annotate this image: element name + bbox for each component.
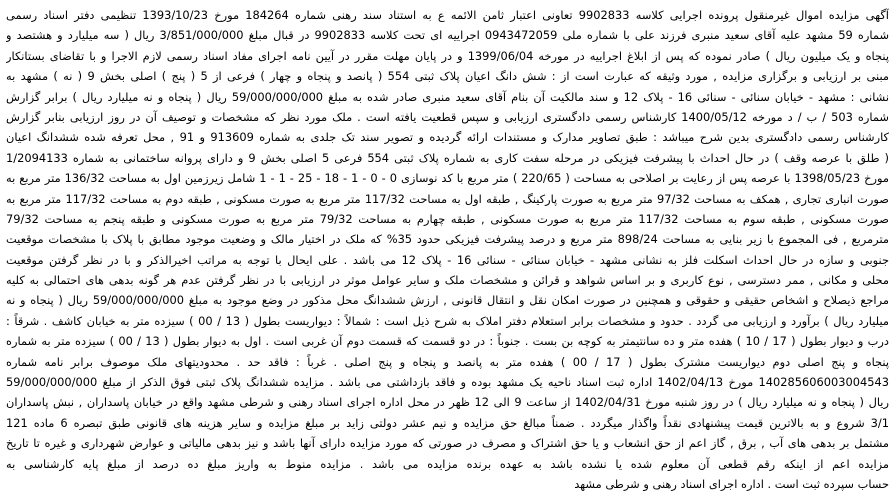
notice-line: پنجاه و یک میلیون ریال ) صادر نموده که پس از ابلاغ اجراییه در مورخه 1399/06/04 و در پایان مهلت مقرر در آیین نامه اجرای مفاد اسناد رسمی لازم الاجرا و با تقاضای بستانکار (6, 48, 889, 63)
notice-line: مبنی بر ارزیابی و برگزاری مزایده , مورد وثیقه که عبارت است از : شش دانگ اعیان پلاک ثبتی 554 ( پانصد و پنجاه و چهار ) فرعی از 5 ( پنج ) اصلی بخش 9 ( نه ) مشهد به (6, 69, 889, 84)
notice-line: ریال ( پنجاه و نه میلیارد ریال ) در روز شنبه مورخ 1402/04/31 از ساعت 9 الی 12 ظهر در محل اداره اجرای اسناد رهنی و شرطی مشهد واقع در خیابان پاسداران , نبش پاسداران (6, 395, 889, 410)
notice-line: صورت انباری تجاری , همکف به مساحت 97/32 متر مربع به صورت پارکینگ , طبقه اول به مساحت 117/32 متر مربع به صورت مسکونی , طبقه دوم به مساحت 117/32 متر مربع به (6, 191, 889, 206)
notice-line: مترمربع , فی المجموع با زیر بنایی به مساحت 898/24 متر مربع و درصد پیشرفت فیزیکی حدود 35% که ملک در اختیار مالک و وضعیت موجود مطابق با پلاک با مشخصات موقعیت (6, 232, 889, 247)
notice-line: مراجع ذیصلاح و اشخاص حقیقی و حقوقی و همچنین در صورت امکان نقل و انتقال قانونی , ارزش ششدانگ محل مذکور در وضع موجود به مبلغ 59/000/000/000 ریال ( پنجاه و نه (6, 293, 889, 308)
notice-line: میلیارد ریال ) برآورد و ارزیابی می گردد . حدود و مشخصات برابر استعلام دفتر املاک به شرح ذیل است : شمالاً : دیواریست بطول ( 13 / 00 ) سیزده متر به خیابان کاشف . شرقاً : (6, 313, 889, 328)
notice-line: حساب سپرده ثبت است . اداره اجرای اسناد رهنی و شرطی مشهد (574, 476, 889, 491)
notice-line: مشتمل بر بدهی های آب , برق , گاز اعم از حق انشعاب و یا حق اشتراک و مصرف در صورتی که مورد مزایده دارای آنها باشد و نیز بدهی مالیاتی و عوارض شهرداری و غیره تا تاریخ (6, 436, 889, 451)
notice-line: پنجاه و پنج اصلی دوم دیواریست مشترک بطول ( 17 / 00 ) هفده متر به پانصد و پنجاه و پنج اصلی . غرباً : فاقد حد . محدودیتهای ملک موصوف برابر نامه شماره (6, 354, 889, 369)
notice-line: نشانی : مشهد - خیابان سنائی - سنائی 16 - پلاک 12 و سند مالکیت آن بنام آقای سعید منبری صادر شده به مبلغ 59/000/000/000 ریال ( پنجاه و نه میلیارد ریال ) برابر گزارش (6, 89, 889, 104)
notice-line: محلی و مکانی , ممر دسترسی , نوع کاربری و بر اساس شواهد و قرائن و مشخصات ملک و سایر عوامل موثر در ارزیابی با در نظر گرفتن عدم هر گونه بدهی های احتمالی به کلیه (6, 273, 889, 288)
notice-line: آگهی مزایده اموال غیرمنقول پرونده اجرایی کلاسه 9902833 تعاونی اعتبار ثامن الائمه ع به استناد سند رهنی شماره 184264 مورخ 1393/10/23 تنظیمی دفتر اسناد رسمی (6, 8, 889, 22)
notice-line: ( طلق با عرصه وقف ) در حال احداث با پیشرفت فیزیکی در مرحله سفت کاری به شماره پلاک ثبتی 554 فرعی 5 اصلی بخش 9 و دارای پروانه ساختمانی به شماره 1/2094133 (6, 150, 889, 165)
notice-line: جنوبی و سازه در حال احداث اسکلت فلز به نشانی مشهد - خیابان سنائی - سنائی 16 - پلاک 12 می باشد . علی ایحال با توجه به مراتب اخیرالذکر و با در نظر گرفتن موقعیت (6, 252, 889, 267)
notice-line: صورت مسکونی , طبقه سوم به مساحت 117/32 متر مربع به صورت مسکونی , طبقه چهارم به مساحت 79/32 متر مربع به صورت مسکونی و طبقه پنجم به مساحت 79/32 (6, 211, 889, 226)
notice-line: مورخ 1398/05/23 با عرصه پس از رعایت بر اصلاحی به مساحت ( 220/65 ) متر مربع با کد نوسازی 0 - 0 - 1 - 18 - 25 - 1 - 1 شامل زیرزمین اول به مساحت 136/32 متر مربع به (6, 171, 889, 186)
notice-line: شماره 503 / ب / د مورخه 1400/05/12 کارشناس رسمی دادگستری ارزیابی و سپس قطعیت یافته است . ملک مورد نظر که مشخصات و توصیف آن در روز ارزیابی بنابر گزارش (6, 109, 889, 124)
notice-line: 140285606003004543 مورخ 1402/04/13 اداره ثبت اسناد ناحیه یک مشهد بوده و فاقد بازداشتی می باشد . مزایده ششدانگ پلاک ثبتی فوق الذکر از مبلغ 59/000/000/000 (6, 375, 889, 390)
notice-line: درب و دیوار بطول ( 17 / 10 ) هفده متر و ده سانتیمتر به کوچه بن بست . جنوباً : در دو قسمت که قسمت دوم آن غربی است . اول به دیوار بطول ( 13 / 00 ) سیزده متر به شماره (6, 334, 889, 349)
notice-line: کارشناس رسمی دادگستری بدین شرح میباشد : طبق تصاویر مدارک و مستندات ارائه گردیده و تصویر سند تک جلدی به شماره 913609 و 91 , محل تعرفه شده ششدانگ اعیان (6, 130, 889, 145)
notice-line: مزایده اعم از اینکه رقم قطعی آن معلوم شده یا نشده باشد به عهده برنده مزایده می باشد . مزایده منوط به واریز مبلغ ده درصد از مبلغ پایه کارشناسی به (6, 456, 889, 471)
notice-line: شماره 59 مشهد علیه آقای سعید منبری فرزند علی با شماره ملی 0943472059 اجراییه ای تحت کلاسه 9902833 در قبال مبلغ 3/851/000/000 ریال ( سه میلیارد و هشتصد و (6, 28, 889, 43)
notice-line: 3/1 شروع و به بالاترین قیمت پیشنهادی نقداً واگذار میگردد . ضمناً مبالغ حق مزایده و نیم عشر دولتی زاید بر مبلغ مزایده و سایر هزینه های قانونی طبق تبصره 6 ماده 121 (6, 415, 889, 430)
